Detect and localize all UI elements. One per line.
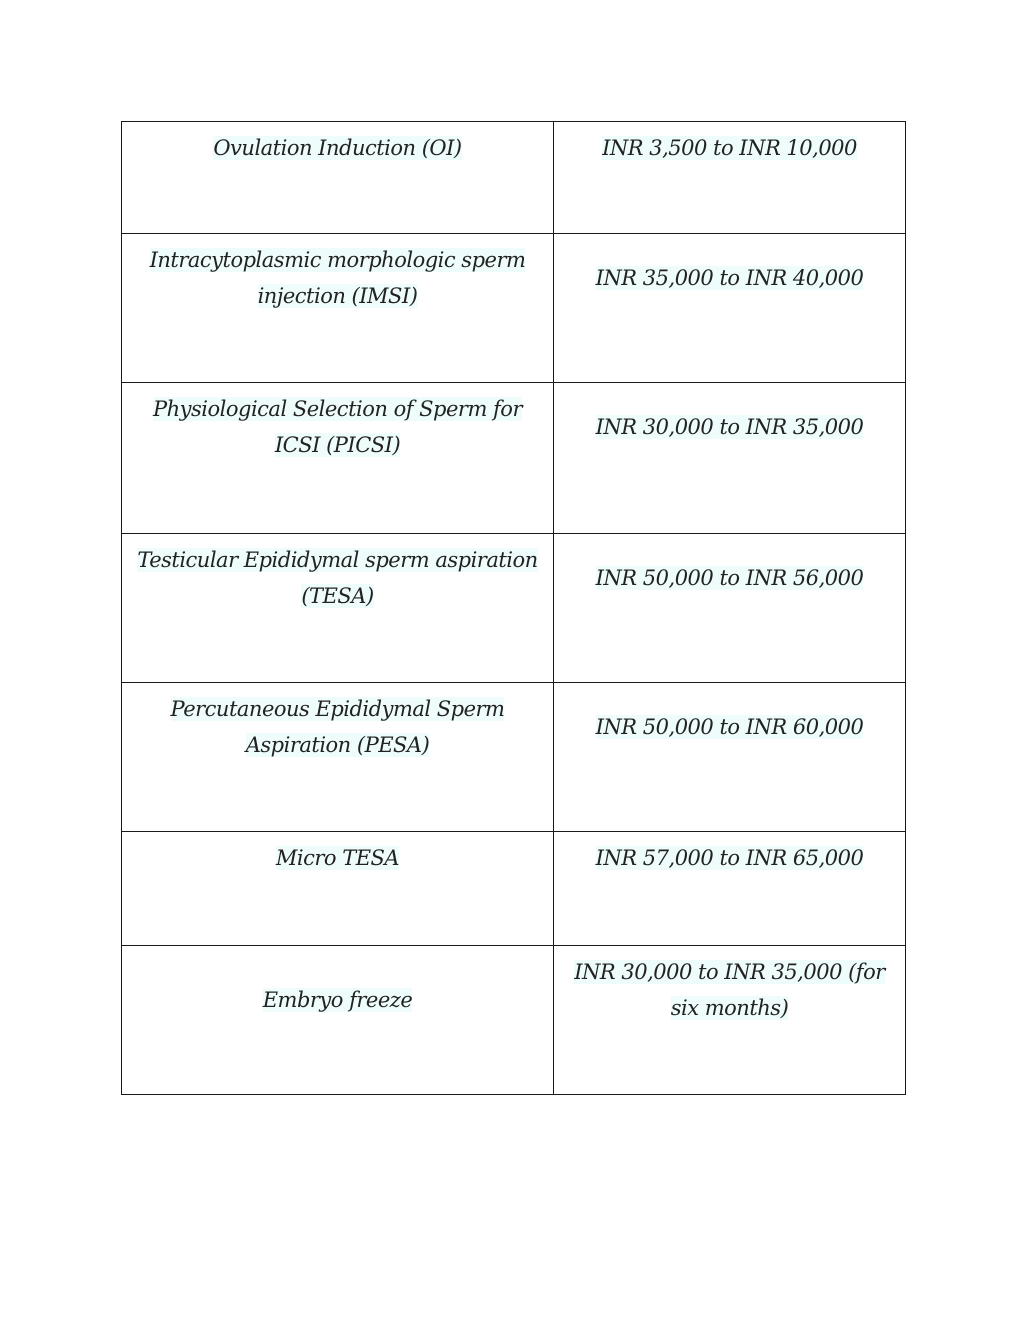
cost-cell	[554, 122, 906, 234]
cost-value: INR 30,000 to INR 35,000	[595, 415, 864, 439]
cost-cell	[554, 683, 906, 832]
cost-value: INR 3,500 to INR 10,000	[602, 136, 857, 160]
procedure-name: Ovulation Induction (OI)	[213, 136, 462, 160]
cost-value: INR 50,000 to INR 60,000	[595, 715, 864, 739]
procedure-name: Embryo freeze	[262, 988, 413, 1012]
table-row	[122, 683, 906, 832]
procedure-name: Percutaneous Epididymal Sperm Aspiration (PESA)	[170, 697, 505, 757]
cost-cell	[554, 832, 906, 946]
table-row	[122, 234, 906, 383]
cost-value: INR 35,000 to INR 40,000	[595, 266, 864, 290]
table-row	[122, 946, 906, 1095]
table-row	[122, 122, 906, 234]
cost-cell	[554, 234, 906, 383]
procedure-name: Intracytoplasmic morphologic sperm injection (IMSI)	[149, 248, 526, 308]
procedure-cell	[122, 122, 554, 234]
table-row	[122, 383, 906, 534]
procedure-cell	[122, 832, 554, 946]
cost-value: INR 50,000 to INR 56,000	[595, 566, 864, 590]
procedure-name: Physiological Selection of Sperm for ICSI (PICSI)	[153, 397, 522, 457]
procedure-cell	[122, 534, 554, 683]
cost-cell	[554, 534, 906, 683]
cost-cell	[554, 383, 906, 534]
cost-value: INR 57,000 to INR 65,000	[595, 846, 864, 870]
cost-table	[121, 121, 906, 1095]
table-row	[122, 832, 906, 946]
cost-value: INR 30,000 to INR 35,000 (for six months)	[574, 960, 885, 1020]
procedure-cell	[122, 946, 554, 1095]
procedure-cell	[122, 234, 554, 383]
procedure-name: Testicular Epididymal sperm aspiration (TESA)	[137, 548, 538, 608]
procedure-name: Micro TESA	[275, 846, 400, 870]
procedure-cell	[122, 683, 554, 832]
cost-cell	[554, 946, 906, 1095]
procedure-cell	[122, 383, 554, 534]
table-row	[122, 534, 906, 683]
